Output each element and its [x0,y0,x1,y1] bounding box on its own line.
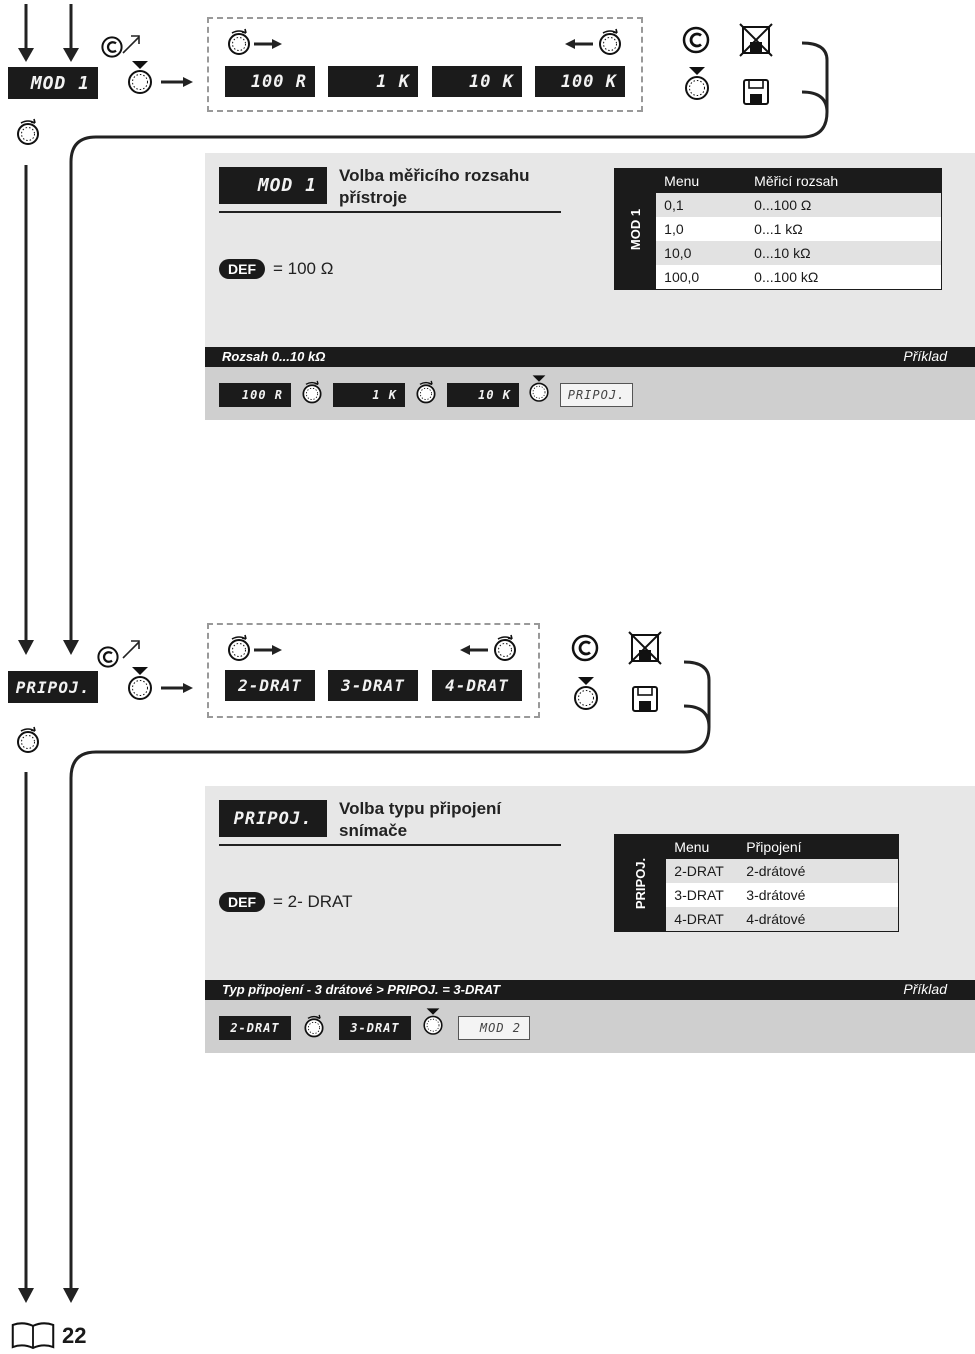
example-label: Příklad [903,348,947,364]
panel-display-mod1: MOD 1 [219,167,327,204]
table-side-label: MOD 1 [615,169,657,290]
table-row: 10,0 0...10 kΩ [615,241,942,265]
default-value [219,892,353,912]
example-step: 1 K [333,383,405,407]
example-label: Příklad [903,981,947,997]
table-row: 100,0 0...100 kΩ [615,265,942,290]
connection-table [614,834,899,932]
knob-rotate-icon [13,726,43,756]
def-value-text: = 100 Ω [273,259,334,278]
knob-rotate-right-icon [224,634,254,664]
options-group-mod1 [207,17,643,112]
example-step: 3-DRAT [339,1016,411,1040]
panel-title-line1: Volba typu připojení [339,799,502,818]
example-bar-mod1 [205,347,975,367]
table-row: 4-DRAT 4-drátové [615,907,899,932]
example-result: PRIPOJ. [560,383,633,407]
knob-rotate-icon [13,118,43,148]
c-button-icon [570,633,600,663]
knob-rotate-icon [301,1014,327,1040]
knob-press-icon [527,373,551,405]
knob-rotate-icon [413,380,439,406]
menu-display-pripoj: PRIPOJ. [8,671,98,703]
def-badge: DEF [219,259,265,279]
table-header-connection: Připojení [738,835,898,860]
table-row: 1,0 0...1 kΩ [615,217,942,241]
example-step: 2-DRAT [219,1016,291,1040]
table-header-menu: Menu [666,835,738,860]
no-save-icon [738,22,774,58]
no-save-icon [627,630,663,666]
knob-press-icon [682,66,712,102]
save-icon [630,684,660,714]
knob-rotate-icon [299,380,325,406]
book-icon [10,1320,56,1352]
example-step: 100 R [219,383,291,407]
def-badge: DEF [219,892,265,912]
table-row: 3-DRAT 3-drátové [615,883,899,907]
knob-press-icon [125,60,155,96]
c-button-icon [100,35,124,59]
option-10k[interactable]: 10 K [432,66,522,97]
example-result: MOD 2 [458,1016,530,1040]
knob-press-icon [125,666,155,702]
example-step: 10 K [447,383,519,407]
table-row: 0,1 0...100 Ω [615,193,942,217]
title-rule [219,844,561,846]
example-caption: Rozsah 0...10 kΩ [222,349,326,364]
table-header-menu: Menu [656,169,746,194]
knob-press-icon [571,676,601,712]
save-icon [741,77,771,107]
c-button-icon [681,25,711,55]
option-2-drat[interactable]: 2-DRAT [225,670,315,701]
option-3-drat[interactable]: 3-DRAT [328,670,418,701]
panel-title-line1: Volba měřicího rozsahu [339,166,530,185]
table-header-range: Měřicí rozsah [746,169,941,194]
table-row: 2-DRAT 2-drátové [615,859,899,883]
option-100r[interactable]: 100 R [225,66,315,97]
c-button-icon [96,645,120,669]
example-caption: Typ připojení - 3 drátové > PRIPOJ. = 3-DRAT [222,982,501,997]
menu-display-mod1: MOD 1 [8,67,98,99]
option-1k[interactable]: 1 K [328,66,418,97]
option-4-drat[interactable]: 4-DRAT [432,670,522,701]
knob-press-icon [421,1006,445,1038]
page-number: 22 [62,1323,87,1348]
knob-rotate-left-icon [490,634,520,664]
panel-title-line2: snímače [339,821,408,840]
panel-display-pripoj: PRIPOJ. [219,800,327,837]
option-100k[interactable]: 100 K [535,66,625,97]
default-value [219,259,333,279]
table-side-label: PRIPOJ. [615,835,667,932]
knob-rotate-left-icon [595,28,625,58]
knob-rotate-right-icon [224,28,254,58]
def-value-text: = 2- DRAT [273,892,353,911]
example-bar-pripoj [205,980,975,1000]
range-table [614,168,942,290]
title-rule [219,211,561,213]
panel-title-line2: přístroje [339,188,408,207]
